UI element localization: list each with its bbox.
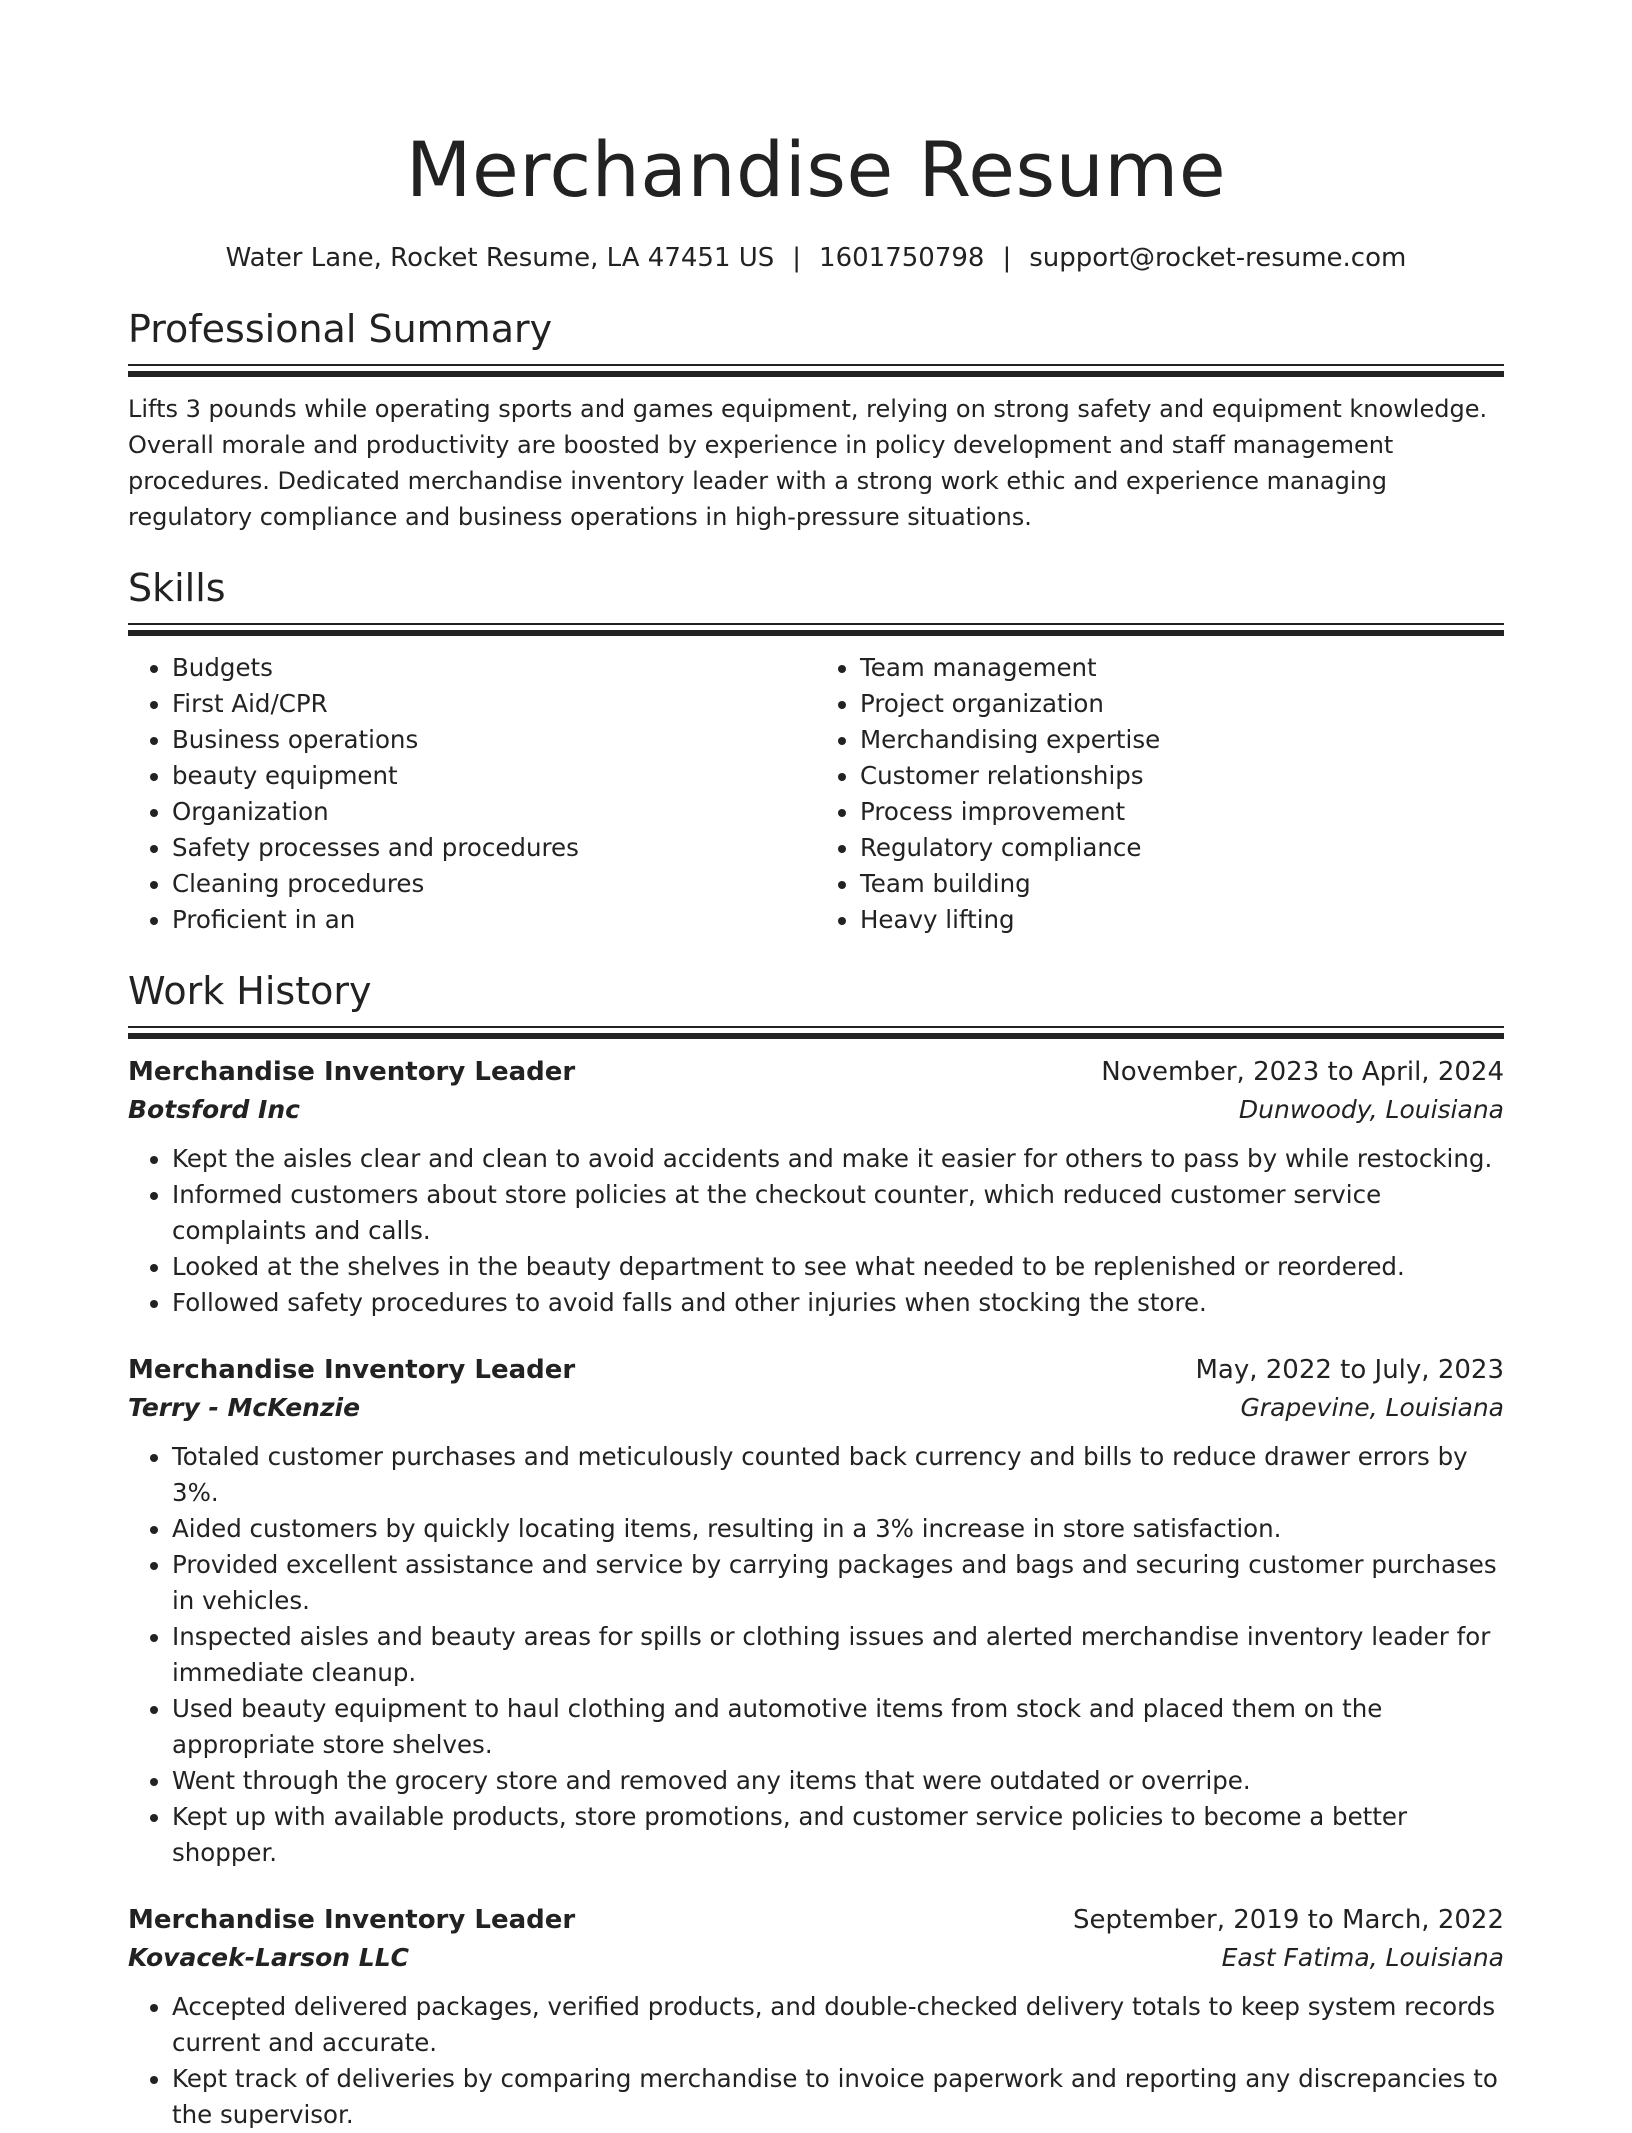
skill-item: • Customer relationships — [860, 758, 1504, 794]
contact-email: support@rocket-resume.com — [1029, 243, 1407, 273]
skill-item: • Budgets — [172, 650, 816, 686]
skill-item: • Cleaning procedures — [172, 866, 816, 902]
job-company: Terry - McKenzie — [128, 1393, 361, 1422]
job-bullet: • Looked at the shelves in the beauty department to see what needed to be replenished or reordered. — [172, 1249, 1504, 1285]
skill-item: • Team management — [860, 650, 1504, 686]
job-bullet: • Informed customers about store policies at the checkout counter, which reduced customer service complaints and calls. — [172, 1177, 1504, 1249]
job-company: Kovacek-Larson LLC — [128, 1943, 410, 1972]
job-bullet: • Followed safety procedures to avoid falls and other injuries when stocking the store. — [172, 1285, 1504, 1321]
contact-separator: | — [1002, 243, 1012, 273]
job-bullet: • Kept track of deliveries by comparing merchandise to invoice paperwork and reporting any discrepancies to the supervisor. — [172, 2061, 1504, 2133]
resume-name: Merchandise Resume — [405, 125, 1227, 214]
job-bullet: • Kept the aisles clear and clean to avoid accidents and make it easier for others to pass by while restocking. — [172, 1141, 1504, 1177]
skill-item: • beauty equipment — [172, 758, 816, 794]
job-entry — [128, 1351, 1504, 1871]
skill-item: • Proficient in an — [172, 902, 816, 938]
job-bullet: • Totaled customer purchases and meticulously counted back currency and bills to reduce drawer errors by 3%. — [172, 1439, 1504, 1511]
job-location: East Fatima, Louisiana — [1221, 1943, 1504, 1972]
section-divider — [128, 623, 1504, 636]
skill-item: • Process improvement — [860, 794, 1504, 830]
summary-section — [128, 304, 1504, 535]
job-bullets — [128, 1439, 1504, 1871]
job-title: Merchandise Inventory Leader — [128, 1355, 576, 1385]
section-divider — [128, 364, 1504, 377]
work-history-section — [128, 966, 1504, 2133]
job-entry — [128, 1053, 1504, 1321]
job-company: Botsford Inc — [128, 1095, 300, 1124]
job-dates: May, 2022 to July, 2023 — [1195, 1355, 1504, 1385]
summary-text: Lifts 3 pounds while operating sports and games equipment, relying on strong safety and equipment knowledge. Overall morale and productivity are boosted by experience in policy development and staff management procedures. Dedicated merchandise inventory leader with a strong work ethic and experience managing regulatory compliance and business operations in high-pressure situations. — [128, 395, 1488, 531]
job-bullets — [128, 1989, 1504, 2133]
skill-item: • Team building — [860, 866, 1504, 902]
skill-item: • Project organization — [860, 686, 1504, 722]
job-bullet: • Provided excellent assistance and service by carrying packages and bags and securing customer purchases in vehicles. — [172, 1547, 1504, 1619]
job-bullet: • Used beauty equipment to haul clothing and automotive items from stock and placed them on the appropriate store shelves. — [172, 1691, 1504, 1763]
work-history-heading: Work History — [128, 969, 372, 1013]
summary-heading: Professional Summary — [128, 307, 553, 351]
job-location: Dunwoody, Louisiana — [1238, 1095, 1504, 1124]
job-dates: November, 2023 to April, 2024 — [1101, 1057, 1504, 1087]
skill-item: • Heavy lifting — [860, 902, 1504, 938]
skill-item: • Business operations — [172, 722, 816, 758]
contact-line — [128, 240, 1504, 276]
skills-list-right — [816, 650, 1504, 938]
job-bullets — [128, 1141, 1504, 1321]
job-dates: September, 2019 to March, 2022 — [1073, 1905, 1504, 1935]
job-title: Merchandise Inventory Leader — [128, 1057, 576, 1087]
section-divider — [128, 1026, 1504, 1039]
skill-item: • Organization — [172, 794, 816, 830]
job-bullet: • Kept up with available products, store promotions, and customer service policies to become a better shopper. — [172, 1799, 1504, 1871]
skills-section — [128, 563, 1504, 938]
job-bullet: • Aided customers by quickly locating items, resulting in a 3% increase in store satisfaction. — [172, 1511, 1504, 1547]
job-location: Grapevine, Louisiana — [1240, 1393, 1504, 1422]
job-title: Merchandise Inventory Leader — [128, 1905, 576, 1935]
skills-list-left — [128, 650, 816, 938]
skill-item: • Regulatory compliance — [860, 830, 1504, 866]
skill-item: • Merchandising expertise — [860, 722, 1504, 758]
job-bullet: • Went through the grocery store and removed any items that were outdated or overripe. — [172, 1763, 1504, 1799]
skill-item: • First Aid/CPR — [172, 686, 816, 722]
job-bullet: • Accepted delivered packages, verified products, and double-checked delivery totals to keep system records current and accurate. — [172, 1989, 1504, 2061]
skills-columns — [128, 650, 1504, 938]
contact-phone: 1601750798 — [819, 243, 985, 273]
contact-separator: | — [792, 243, 802, 273]
contact-address: Water Lane, Rocket Resume, LA 47451 US — [225, 243, 775, 273]
job-entry — [128, 1901, 1504, 2133]
skills-heading: Skills — [128, 566, 226, 610]
job-bullet: • Inspected aisles and beauty areas for spills or clothing issues and alerted merchandise inventory leader for immediate cleanup. — [172, 1619, 1504, 1691]
skill-item: • Safety processes and procedures — [172, 830, 816, 866]
